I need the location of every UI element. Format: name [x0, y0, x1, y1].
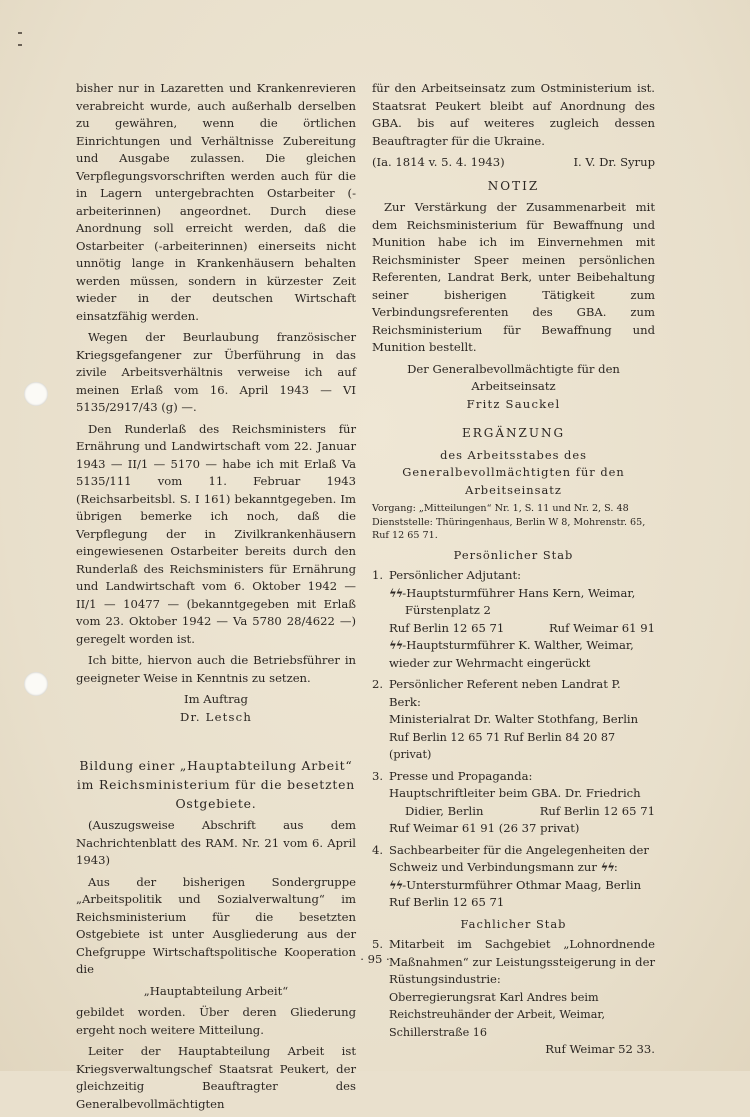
- item-number: 3.: [372, 768, 384, 783]
- paragraph: Leiter der Hauptabteilung Arbeit ist Kriegsverwaltungschef Staatsrat Peukert, der gleichzeitig Beauftragter des Generalbevollmächtigten: [76, 1044, 356, 1111]
- punch-hole: [24, 382, 48, 406]
- item-number: 4.: [372, 842, 384, 857]
- item-line: Schweiz und Verbindungsmann zur: [389, 860, 597, 874]
- signature-line: Im Auftrag: [184, 692, 248, 706]
- stab-heading: Fachlicher Stab: [460, 916, 567, 931]
- signature-line: Arbeitseinsatz: [471, 379, 556, 393]
- item-line: -Hauptsturmführer Hans Kern, Weimar,: [402, 585, 636, 600]
- item-line: Oberregierungsrat Karl Andres beim Reichstreuhänder der Arbeit, Weimar, Schillerstraße 16: [389, 990, 606, 1039]
- item-line: Ministerialrat Dr. Walter Stothfang, Berlin: [389, 712, 639, 726]
- item-line: Ruf Berlin 12 65 71 Ruf Berlin 84 20 87 (privat): [389, 730, 616, 761]
- ergaenzung-subtitle: des Arbeitsstabes des Generalbevollmächtigten für den Arbeitseinsatz: [402, 447, 625, 497]
- paragraph: Wegen der Beurlaubung französischer Kriegsgefangener zur Überführung in das zivile Arbeitsverhältnis verweise ich auf meinen Erlaß vom 16. April 1943 — VI 5135/2917/43 (g) —.: [76, 330, 356, 414]
- punch-hole: [24, 672, 48, 696]
- paragraph: gebildet worden. Über deren Gliederung ergeht noch weitere Mitteilung.: [76, 1005, 356, 1037]
- vorgang-line: Vorgang: „Mitteilungen“ Nr. 1, S. 11 und Nr. 2, S. 48: [372, 503, 629, 514]
- paragraph: Den Runderlaß des Reichsministers für Ernährung und Landwirtschaft vom 22. Januar 1943 — II/1 — 5170 — habe ich mit Erlaß Va 5135/111 vom 11. Februar 1943 (Reichsarbeitsbl. S. I 161) bekanntgegeben. Im übrigen bemerke ich noch, daß die Verpflegung der in Zivilkrankenhäusern eingewiesenen Ostarbeiter bereits durch den Runderlaß des Reichsministers für Ernährung und Landwirtschaft vom 6. Oktober 1942 — II/1 — 10477 — (bekanntgegeben mit Erlaß vom 23. Oktober 1942 — Va 5780 28/4622 —) geregelt worden ist.: [76, 421, 356, 646]
- item-line: Ruf Berlin 12 65 71: [389, 895, 505, 909]
- item-line: [389, 620, 655, 638]
- dienststelle-line: Dienststelle: Thüringenhaus, Berlin W 8, Mohrenstr. 65,: [372, 516, 646, 528]
- edge-mark: [18, 32, 22, 34]
- ss-rune-icon: ϟϟ: [389, 638, 403, 652]
- item-line: Ruf Weimar 52 33.: [545, 1042, 655, 1056]
- paragraph: Ich bitte, hiervon auch die Betriebsführer in geeigneter Weise in Kenntnis zu setzen.: [76, 653, 356, 685]
- item-line: Fürstenplatz 2: [405, 603, 491, 617]
- right-column: [372, 80, 655, 1063]
- item-number: 1.: [372, 568, 384, 582]
- phone-weimar: Ruf Weimar 61 91: [548, 620, 655, 635]
- edge-mark: [18, 44, 22, 46]
- list-item: 4. Sachbearbeiter für die Angelegenheiten der Schweiz und Verbindungsmann zur ϟϟ: ϟϟ-Untersturmführer Othmar Maag, Berlin Ruf Berlin 12 65 71: [372, 842, 655, 912]
- list-item: [372, 676, 655, 764]
- item-line: Mitarbeit im Sachgebiet „Lohnordnende Maßnahmen“ zur Leistungssteigerung in der Rüstungsindustrie:: [389, 937, 655, 986]
- section-heading: Bildung einer „Hauptabteilung Arbeit“ im Reichsministerium für die besetzten Ostgebiete.: [76, 758, 356, 811]
- item-line: -Hauptsturmführer K. Walther, Weimar,: [402, 638, 634, 652]
- phone-berlin: Ruf Berlin 12 65 71: [389, 620, 505, 635]
- signature-line: Der Generalbevollmächtigte für den: [407, 361, 620, 376]
- ergaenzung-title: ERGÄNZUNG: [461, 426, 566, 440]
- item-line: [389, 803, 655, 821]
- ruf-line: Ruf 12 65 71.: [372, 530, 438, 541]
- item-number: 5.: [372, 937, 384, 951]
- item-line: Persönlicher Referent neben Landrat P. Berk:: [389, 677, 621, 709]
- item-line: wieder zur Wehrmacht eingerückt: [389, 655, 591, 670]
- notiz-title: NOTIZ: [487, 178, 540, 193]
- list-item: [372, 567, 655, 672]
- item-line: Ruf Weimar 61 91 (26 37 privat): [389, 821, 580, 835]
- item-line: -Untersturmführer Othmar Maag, Berlin: [402, 877, 642, 892]
- signature-name: Dr. Letsch: [179, 709, 253, 724]
- page-number: · 95 ·: [360, 952, 390, 966]
- signature-name: Fritz Sauckel: [466, 396, 561, 411]
- list-item: [372, 768, 655, 838]
- paragraph: für den Arbeitseinsatz zum Ostministerium ist. Staatsrat Peukert bleibt auf Anordnung des GBA. bis auf weiteres zugleich dessen Beauftragter für die Ukraine.: [372, 81, 655, 148]
- reference-number: (Ia. 1814 v. 5. 4. 1943): [372, 155, 505, 169]
- ss-rune-icon: ϟϟ: [600, 860, 614, 874]
- item-line: Presse und Propaganda:: [389, 768, 533, 783]
- quoted-name: „Hauptabteilung Arbeit“: [143, 983, 289, 998]
- paragraph: bisher nur in Lazaretten und Krankenrevieren verabreicht wurde, auch außerhalb derselben zu gewähren, wenn die örtlichen Einrichtungen und Verhältnisse Zubereitung und Ausgabe zulassen. Die gleichen Verpflegungsvorschriften werden auch für die in Lagern untergebrachten Ostarbeiter (-arbeiterinnen) angeordnet. Durch diese Anordnung soll erreicht werden, daß die Ostarbeiter (-arbeiterinnen) einerseits nicht unnötig lange in Krankenhäusern behalten werden müssen, sondern in kürzester Zeit wieder in der deutschen Wirtschaft einsatzfähig werden.: [76, 81, 356, 323]
- item-line: Sachbearbeiter für die Angelegenheiten der: [389, 842, 649, 857]
- paragraph: Zur Verstärkung der Zusammenarbeit mit dem Reichsministerium für Bewaffnung und Munition habe ich im Einvernehmen mit Reichsminister Speer meinen persönlichen Referenten, Landrat Berk, unter Beibehaltung seiner bisherigen Tätigkeit zum Verbindungsreferenten des GBA. zum Reichsministerium für Bewaffnung und Munition bestellt.: [372, 200, 655, 354]
- item-line: Persönlicher Adjutant:: [389, 568, 522, 582]
- ss-rune-icon: ϟϟ: [389, 877, 403, 892]
- paragraph: (Auszugsweise Abschrift aus dem Nachrichtenblatt des RAM. Nr. 21 vom 6. April 1943): [76, 818, 356, 867]
- stab-heading: Persönlicher Stab: [453, 547, 574, 562]
- signature-name: I. V. Dr. Syrup: [573, 155, 655, 169]
- reference-row: [372, 154, 655, 172]
- item-line: Hauptschriftleiter beim GBA. Dr. Friedrich: [389, 786, 641, 800]
- ss-rune-icon: ϟϟ: [389, 585, 403, 600]
- item-name: Didier, Berlin: [405, 803, 484, 818]
- paragraph: Aus der bisherigen Sondergruppe „Arbeitspolitik und Sozialverwaltung“ im Reichsministerium für die besetzten Ostgebiete ist unter Ausgliederung aus der Chefgruppe Wirtschaftspolitische Kooperation die: [76, 874, 356, 976]
- staff-list: [372, 567, 655, 912]
- phone-berlin: Ruf Berlin 12 65 71: [539, 803, 655, 818]
- item-number: 2.: [372, 677, 384, 691]
